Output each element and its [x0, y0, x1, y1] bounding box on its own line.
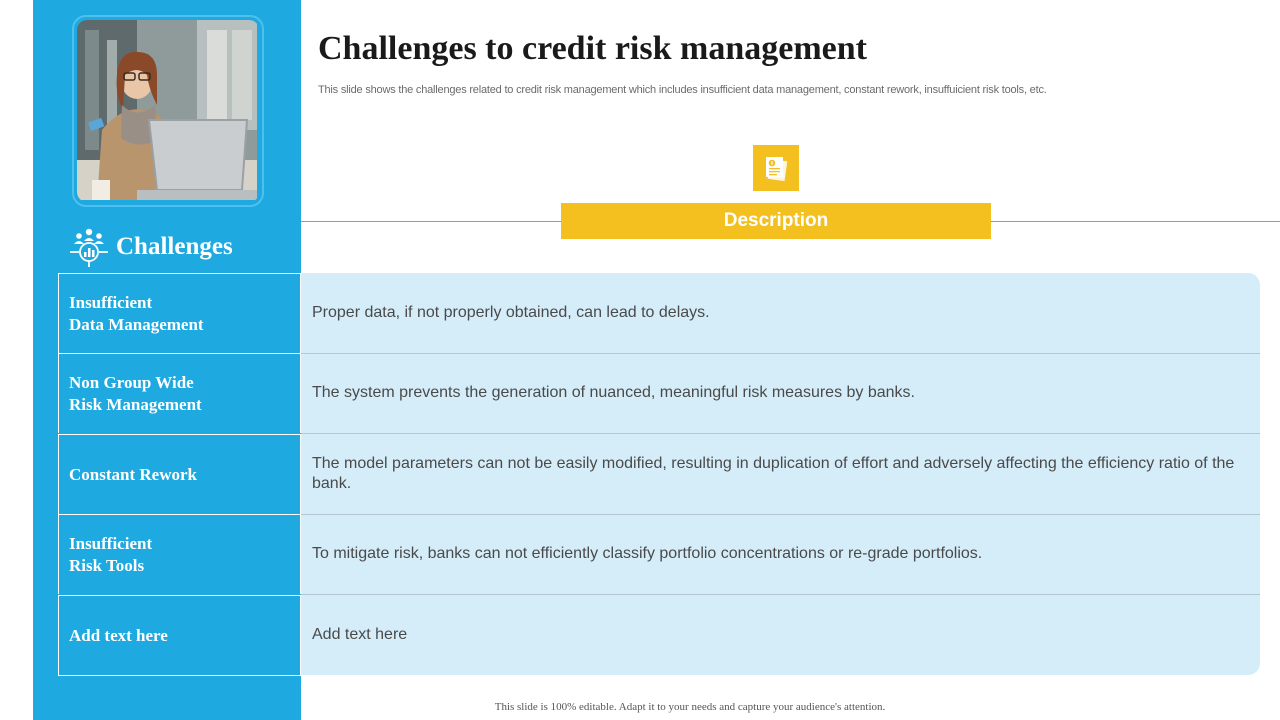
challenge-description: The system prevents the generation of nuanced, meaningful risk measures by banks.	[312, 384, 915, 401]
photo-frame	[72, 15, 264, 207]
challenge-label: Constant Rework	[58, 434, 301, 514]
footer-note: This slide is 100% editable. Adapt it to your needs and capture your audience's attention.	[494, 701, 886, 713]
table-row	[58, 514, 1260, 594]
page-title: Challenges to credit risk management	[318, 30, 867, 67]
page-subtitle: This slide shows the challenges related to credit risk management which includes insufficient data management, constant rework, insuffuicient risk tools, etc.	[318, 84, 1047, 96]
woman-laptop-photo	[77, 20, 259, 202]
description-header: Description	[561, 203, 991, 239]
challenge-label: Insufficient Risk Tools	[58, 514, 301, 594]
table-row	[58, 595, 1260, 675]
table-row	[58, 273, 1260, 353]
people-chart-icon	[70, 227, 108, 267]
table-bottom-border	[58, 675, 301, 676]
document-coin-icon	[753, 145, 799, 191]
challenge-description: Add text here	[312, 626, 408, 643]
challenge-description: Proper data, if not properly obtained, can lead to delays.	[312, 304, 710, 321]
table-row	[58, 353, 1260, 433]
table-row	[58, 434, 1260, 514]
challenges-header	[70, 226, 233, 268]
challenge-description: The model parameters can not be easily modified, resulting in duplication of effort and adversely affecting the efficiency ratio of the bank.	[312, 455, 1235, 492]
challenge-label: Add text here	[58, 595, 301, 675]
challenge-label: Non Group Wide Risk Management	[58, 353, 301, 433]
challenge-description: To mitigate risk, banks can not efficiently classify portfolio concentrations or re-grade portfolios.	[312, 545, 983, 562]
challenges-heading: Challenges	[116, 233, 233, 260]
challenge-label: Insufficient Data Management	[58, 273, 301, 353]
